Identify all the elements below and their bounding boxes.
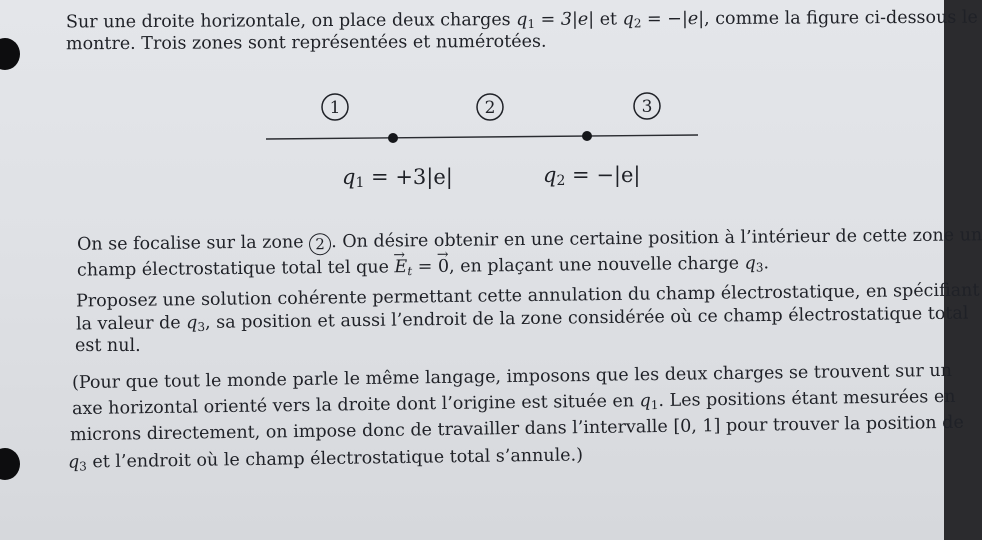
- text-segment: axe horizontal orienté vers la droite dont l’origine est située en: [71, 391, 640, 420]
- para3-line-4: [68, 444, 583, 477]
- text-segment: , sa position et aussi l’endroit de la zone considérée où ce champ électrostatique total: [204, 303, 969, 333]
- text-segment: microns directement, on impose donc de travailler dans l’intervalle: [69, 416, 674, 446]
- charge-q2-label: [543, 163, 641, 189]
- text-segment: . Les positions étant mesurées en: [658, 386, 956, 411]
- math-sub: 2: [633, 16, 642, 31]
- punch-hole-top: [0, 38, 20, 70]
- math-interval: [0, 1]: [673, 416, 721, 437]
- vector-zero: → 0: [438, 256, 449, 278]
- math-var: q: [744, 253, 756, 274]
- math-var: q: [186, 312, 198, 334]
- text-segment: , comme la figure ci-dessous le: [704, 7, 978, 30]
- math-value: = 3|e|: [534, 9, 595, 30]
- zone-3-label: 3: [641, 97, 653, 117]
- math-sub: 2: [556, 173, 566, 189]
- horizontal-line: [266, 135, 698, 139]
- text-segment: la valeur de: [75, 313, 187, 335]
- math-var: q: [543, 163, 557, 187]
- para2-line-3: est nul.: [75, 336, 141, 356]
- text-segment: pour trouver la position de: [720, 412, 964, 437]
- math-var: q: [516, 9, 528, 31]
- text-segment: =: [411, 256, 439, 278]
- punch-hole-bottom: [0, 448, 20, 480]
- charge-q2-point: [582, 131, 592, 141]
- para1-line-2: [77, 252, 769, 285]
- text-segment: champ électrostatique total tel que: [76, 257, 395, 281]
- charges-diagram: [250, 84, 720, 204]
- text-segment: Sur une droite horizontale, on place deux charges: [65, 10, 517, 33]
- math-var: q: [342, 165, 356, 189]
- charge-q1-point: [388, 133, 398, 143]
- vector-E: → E: [394, 256, 407, 278]
- math-var: q: [67, 452, 80, 473]
- text-segment: .: [763, 253, 770, 274]
- math-value: = −|e|: [565, 163, 641, 187]
- text-segment: et l’endroit où le champ électrostatique total s’annule.): [86, 445, 584, 473]
- math-var: q: [622, 9, 634, 30]
- math-var: q: [639, 391, 651, 412]
- zone-2-inline-label: 2: [309, 233, 331, 255]
- text-segment: On se focalise sur la zone: [76, 232, 310, 255]
- zone-2-label: 2: [484, 98, 496, 118]
- math-sub: 3: [197, 319, 206, 334]
- math-sub: 1: [650, 397, 659, 413]
- para1-line-1: [77, 224, 982, 257]
- math-sub: t: [407, 264, 413, 279]
- math-value: = +3|e|: [364, 165, 453, 189]
- math-sub: 1: [355, 175, 365, 191]
- intro-line-2: montre. Trois zones sont représentées et numérotées.: [65, 31, 547, 55]
- text-segment: . On désire obtenir en une certaine position à l’intérieur de cette zone un: [331, 225, 982, 253]
- para2-line-1: Proposez une solution cohérente permettant cette annulation du champ électrostatique, en spécifiant: [75, 280, 980, 312]
- zone-1-label: 1: [329, 98, 341, 118]
- math-sub: 3: [79, 459, 87, 474]
- math-value: = −|e|: [641, 9, 705, 30]
- charge-q1-label: [342, 165, 453, 191]
- math-sub: 3: [755, 260, 764, 275]
- text-segment: et: [594, 9, 623, 30]
- para3-line-1: (Pour que tout le monde parle le même langage, imposons que les deux charges se trouvent sur un: [71, 360, 953, 394]
- text-segment: , en plaçant une nouvelle charge: [448, 253, 745, 277]
- math-sub: 1: [527, 16, 536, 31]
